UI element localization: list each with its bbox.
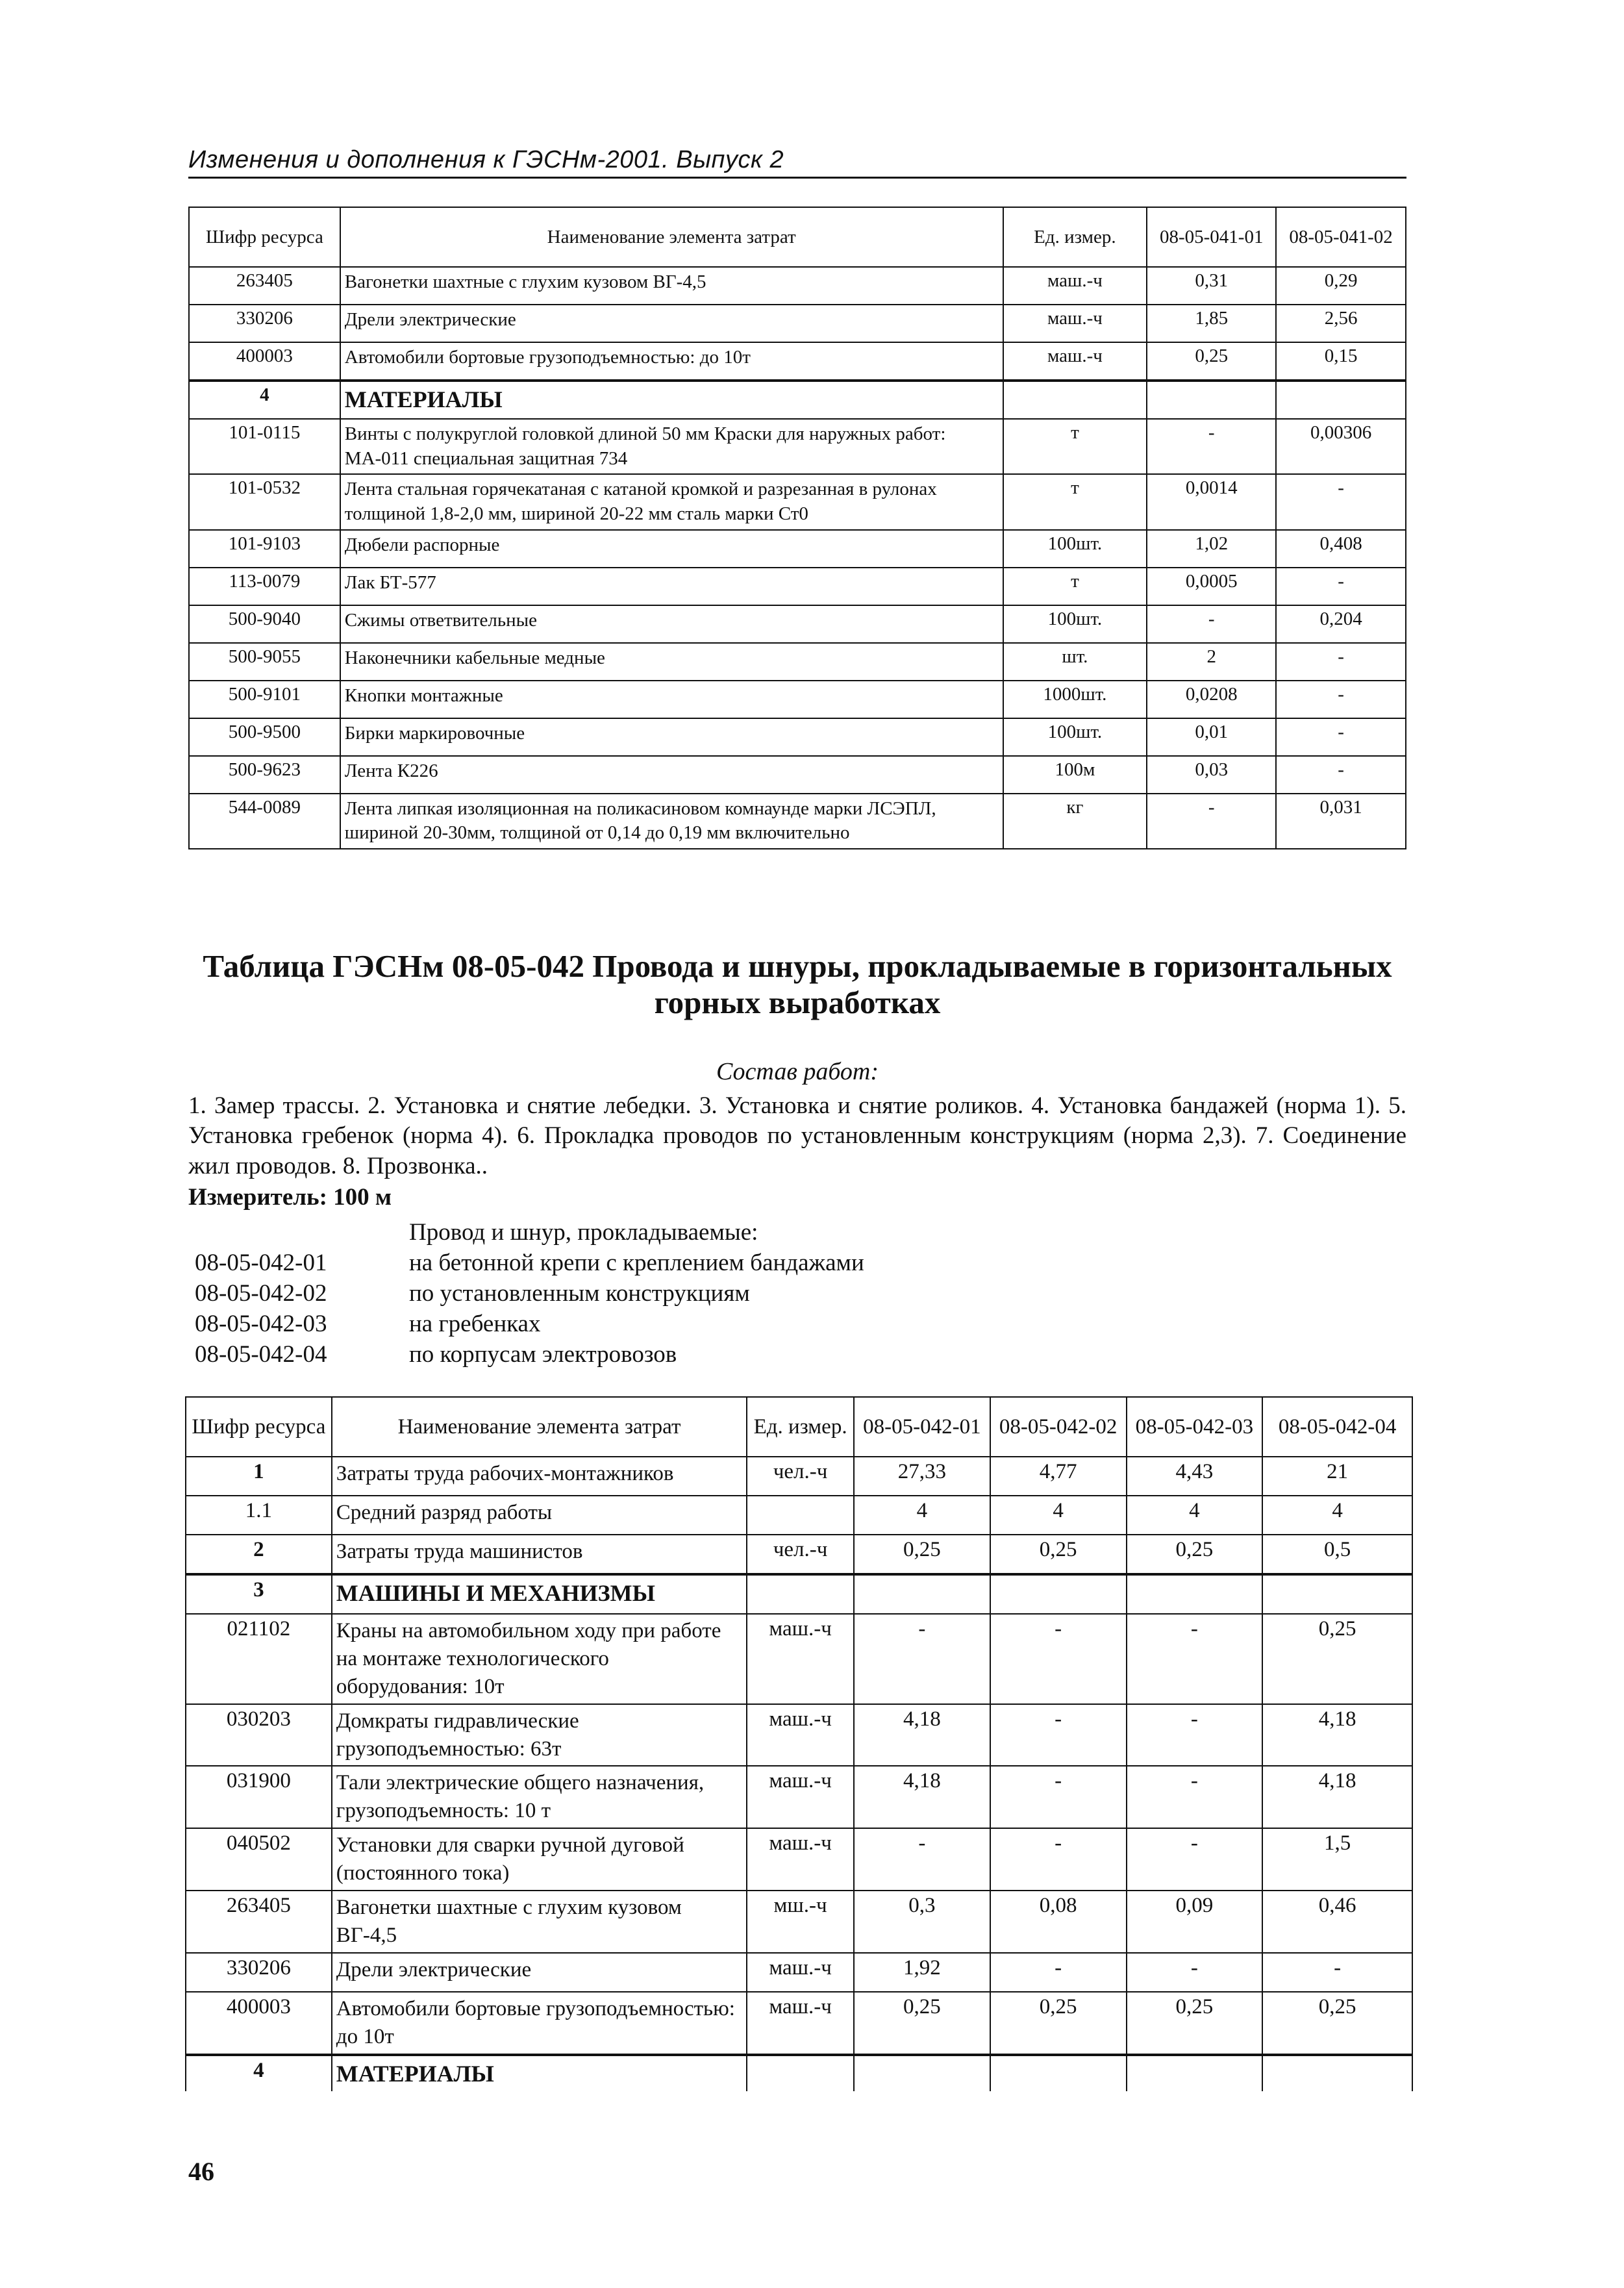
value: 0,25 (990, 1535, 1127, 1574)
resource-code: 030203 (186, 1704, 332, 1766)
variant-text: по установленным конструкциям (409, 1279, 750, 1307)
table-row (186, 1496, 1412, 1535)
value: 0,0005 (1147, 568, 1276, 605)
value: 4,18 (1262, 1766, 1412, 1828)
resource-code: 2 (186, 1535, 332, 1574)
value (1127, 2055, 1263, 2092)
value: 4,43 (1127, 1457, 1263, 1496)
value: - (1276, 718, 1406, 756)
table-row (189, 305, 1406, 342)
resources-table-041 (188, 207, 1406, 849)
resource-name: Вагонетки шахтные с глухим кузовом ВГ-4,5 (332, 1891, 747, 1953)
unit: 100шт. (1003, 605, 1147, 643)
value: 2,56 (1276, 305, 1406, 342)
table-row (189, 718, 1406, 756)
resource-name: Лента стальная горячекатаная с катаной кромкой и разрезанная в рулонах толщиной 1,8-2,0 мм, шириной 20-22 мм сталь марки Ст0 (340, 474, 1003, 529)
unit: 100м (1003, 756, 1147, 794)
variants-heading: Провод и шнур, прокладываемые: (409, 1219, 758, 1246)
resource-name: Винты с полукруглой головкой длиной 50 мм Краски для наружных работ: МА-011 специальная защитная 734 (340, 419, 1003, 474)
unit: маш.-ч (747, 1614, 854, 1704)
resource-code: 1.1 (186, 1496, 332, 1535)
unit: маш.-ч (747, 1766, 854, 1828)
unit: маш.-ч (1003, 342, 1147, 381)
value (990, 2055, 1127, 2092)
table-row (186, 1574, 1412, 1614)
table-row (186, 1457, 1412, 1496)
column-header: Шифр ресурса (186, 1397, 332, 1457)
resource-code: 101-9103 (189, 530, 340, 568)
column-header: 08-05-042-02 (990, 1397, 1127, 1457)
value: 1,02 (1147, 530, 1276, 568)
unit: т (1003, 568, 1147, 605)
variant-text: на бетонной крепи с креплением бандажами (409, 1249, 864, 1276)
value: - (1127, 1828, 1263, 1891)
resource-code: 1 (186, 1457, 332, 1496)
table-row (189, 267, 1406, 305)
resource-name: Установки для сварки ручной дуговой (постоянного тока) (332, 1828, 747, 1891)
value: 0,31 (1147, 267, 1276, 305)
value: - (1276, 643, 1406, 681)
value: 0,46 (1262, 1891, 1412, 1953)
value: - (990, 1828, 1127, 1891)
value: 0,031 (1276, 794, 1406, 849)
value: 0,25 (1127, 1535, 1263, 1574)
column-header: 08-05-042-04 (1262, 1397, 1412, 1457)
variant-row (195, 1279, 864, 1309)
resource-name: Лак БТ-577 (340, 568, 1003, 605)
value: 1,92 (854, 1953, 990, 1992)
resource-code: 4 (186, 2055, 332, 2092)
table-row (189, 381, 1406, 419)
value: - (1147, 605, 1276, 643)
table-row (186, 1704, 1412, 1766)
value: - (1127, 1766, 1263, 1828)
resource-name: Средний разряд работы (332, 1496, 747, 1535)
value: 4 (1127, 1496, 1263, 1535)
value: 4,18 (854, 1704, 990, 1766)
unit: 1000шт. (1003, 681, 1147, 718)
value: 27,33 (854, 1457, 990, 1496)
value: 0,25 (1262, 1992, 1412, 2055)
measurer: Измеритель: 100 м (188, 1184, 392, 1211)
resource-name: Кнопки монтажные (340, 681, 1003, 718)
value: - (854, 1828, 990, 1891)
column-header: Ед. измер. (747, 1397, 854, 1457)
table-row (189, 756, 1406, 794)
resource-code: 263405 (189, 267, 340, 305)
unit: чел.-ч (747, 1457, 854, 1496)
value: - (1276, 681, 1406, 718)
unit: мш.-ч (747, 1891, 854, 1953)
value: 0,00306 (1276, 419, 1406, 474)
column-header: Наименование элемента затрат (340, 207, 1003, 267)
resource-name: Вагонетки шахтные с глухим кузовом ВГ-4,5 (340, 267, 1003, 305)
value: - (990, 1953, 1127, 1992)
resource-name: Дрели электрические (332, 1953, 747, 1992)
variant-code: 08-05-042-04 (195, 1340, 327, 1368)
unit (747, 1496, 854, 1535)
resource-code: 500-9055 (189, 643, 340, 681)
column-header: 08-05-042-01 (854, 1397, 990, 1457)
value: - (1276, 756, 1406, 794)
table-row (189, 568, 1406, 605)
resource-code: 400003 (189, 342, 340, 381)
value: - (990, 1704, 1127, 1766)
variant-code: 08-05-042-03 (195, 1310, 327, 1337)
resource-code: 3 (186, 1574, 332, 1614)
unit: маш.-ч (747, 1828, 854, 1891)
value: - (854, 1614, 990, 1704)
variant-text: по корпусам электровозов (409, 1340, 677, 1368)
unit: шт. (1003, 643, 1147, 681)
resource-code: 330206 (189, 305, 340, 342)
resource-name: Автомобили бортовые грузоподъемностью: до 10т (332, 1992, 747, 2055)
value: 4 (990, 1496, 1127, 1535)
column-header: Наименование элемента затрат (332, 1397, 747, 1457)
resource-name: МАШИНЫ И МЕХАНИЗМЫ (332, 1574, 747, 1614)
table-title-line: горных выработках (654, 985, 941, 1021)
unit: 100шт. (1003, 530, 1147, 568)
value: 4,18 (1262, 1704, 1412, 1766)
value: 0,25 (854, 1535, 990, 1574)
resource-code: 330206 (186, 1953, 332, 1992)
resource-code: 500-9101 (189, 681, 340, 718)
value: 0,01 (1147, 718, 1276, 756)
resource-code: 263405 (186, 1891, 332, 1953)
value: 0,25 (1147, 342, 1276, 381)
value: 4,18 (854, 1766, 990, 1828)
unit: маш.-ч (747, 1953, 854, 1992)
variant-row (195, 1309, 864, 1340)
value: 0,29 (1276, 267, 1406, 305)
table-row (186, 1992, 1412, 2055)
value: 0,09 (1127, 1891, 1263, 1953)
value (1147, 381, 1276, 419)
resources-table-042 (185, 1396, 1413, 2091)
page-number: 46 (188, 2157, 214, 2186)
table-row (189, 605, 1406, 643)
variant-row (195, 1340, 864, 1370)
table-row (189, 342, 1406, 381)
resource-name: Автомобили бортовые грузоподъемностью: до 10т (340, 342, 1003, 381)
unit (747, 1574, 854, 1614)
value: 4 (854, 1496, 990, 1535)
resource-name: Домкраты гидравлические грузоподъемностью: 63т (332, 1704, 747, 1766)
variant-row (195, 1248, 864, 1279)
value: 0,3 (854, 1891, 990, 1953)
value: - (1147, 794, 1276, 849)
value: 2 (1147, 643, 1276, 681)
value: 4 (1262, 1496, 1412, 1535)
resource-code: 400003 (186, 1992, 332, 2055)
value: 0,5 (1262, 1535, 1412, 1574)
resource-name: Дюбели распорные (340, 530, 1003, 568)
value (990, 1574, 1127, 1614)
value: 0,25 (854, 1992, 990, 2055)
value: - (990, 1614, 1127, 1704)
resource-name: Бирки маркировочные (340, 718, 1003, 756)
column-header: 08-05-041-01 (1147, 207, 1276, 267)
unit: т (1003, 419, 1147, 474)
value: 0,25 (1127, 1992, 1263, 2055)
value: - (1276, 568, 1406, 605)
table-row (186, 1614, 1412, 1704)
value: - (1127, 1614, 1263, 1704)
value (854, 2055, 990, 2092)
value (1276, 381, 1406, 419)
resource-name: Лента липкая изоляционная на поликасиновом комнаунде марки ЛСЭПЛ, шириной 20-30мм, толщиной от 0,14 до 0,19 мм включительно (340, 794, 1003, 849)
value (854, 1574, 990, 1614)
resource-name: МАТЕРИАЛЫ (332, 2055, 747, 2092)
unit: маш.-ч (747, 1992, 854, 2055)
column-header: 08-05-042-03 (1127, 1397, 1263, 1457)
resource-code: 4 (189, 381, 340, 419)
unit: чел.-ч (747, 1535, 854, 1574)
column-header: 08-05-041-02 (1276, 207, 1406, 267)
resource-code: 101-0115 (189, 419, 340, 474)
value: 0,03 (1147, 756, 1276, 794)
value (1262, 1574, 1412, 1614)
value (1262, 2055, 1412, 2092)
unit: кг (1003, 794, 1147, 849)
value: 0,408 (1276, 530, 1406, 568)
table-title-line: Таблица ГЭСНм 08-05-042 Провода и шнуры, прокладываемые в горизонтальных (203, 948, 1392, 984)
table-row (186, 1766, 1412, 1828)
table-row (186, 2055, 1412, 2092)
value (1127, 1574, 1263, 1614)
table-row (189, 643, 1406, 681)
table-row (186, 1953, 1412, 1992)
table-row (189, 474, 1406, 529)
resource-code: 544-0089 (189, 794, 340, 849)
value: - (1127, 1704, 1263, 1766)
table-row (186, 1891, 1412, 1953)
resource-name: Тали электрические общего назначения, грузоподъемность: 10 т (332, 1766, 747, 1828)
resource-code: 021102 (186, 1614, 332, 1704)
table-row (189, 681, 1406, 718)
unit (1003, 381, 1147, 419)
value: 1,85 (1147, 305, 1276, 342)
resource-name: Дрели электрические (340, 305, 1003, 342)
unit: т (1003, 474, 1147, 529)
resource-code: 500-9040 (189, 605, 340, 643)
table-header-row (189, 207, 1406, 267)
variants-list (195, 1218, 864, 1370)
table-row (189, 419, 1406, 474)
value: 0,0014 (1147, 474, 1276, 529)
value: 0,15 (1276, 342, 1406, 381)
value: 0,204 (1276, 605, 1406, 643)
table-row (186, 1535, 1412, 1574)
resource-code: 031900 (186, 1766, 332, 1828)
variant-code: 08-05-042-02 (195, 1279, 327, 1307)
header-rule (188, 177, 1406, 179)
variants-heading-row (195, 1218, 864, 1248)
value: 1,5 (1262, 1828, 1412, 1891)
value: 0,08 (990, 1891, 1127, 1953)
resource-name: Лента К226 (340, 756, 1003, 794)
resource-code: 500-9500 (189, 718, 340, 756)
table-title (188, 948, 1406, 1022)
table-row (189, 530, 1406, 568)
column-header: Шифр ресурса (189, 207, 340, 267)
resource-code: 101-0532 (189, 474, 340, 529)
table-header-row (186, 1397, 1412, 1457)
unit: маш.-ч (1003, 267, 1147, 305)
resource-name: Наконечники кабельные медные (340, 643, 1003, 681)
unit (747, 2055, 854, 2092)
table-row (189, 794, 1406, 849)
table-row (186, 1828, 1412, 1891)
resource-name: Затраты труда рабочих-монтажников (332, 1457, 747, 1496)
value: - (1276, 474, 1406, 529)
value: - (1127, 1953, 1263, 1992)
variant-code: 08-05-042-01 (195, 1249, 327, 1276)
unit: маш.-ч (747, 1704, 854, 1766)
value: - (1147, 419, 1276, 474)
value: 0,25 (990, 1992, 1127, 2055)
resource-code: 040502 (186, 1828, 332, 1891)
resource-code: 500-9623 (189, 756, 340, 794)
value: 0,25 (1262, 1614, 1412, 1704)
value: 4,77 (990, 1457, 1127, 1496)
resource-name: Краны на автомобильном ходу при работе на монтаже технологического оборудования: 10т (332, 1614, 747, 1704)
composition-title: Состав работ: (716, 1058, 879, 1085)
column-header: Ед. измер. (1003, 207, 1147, 267)
resource-name: Затраты труда машинистов (332, 1535, 747, 1574)
value: - (990, 1766, 1127, 1828)
resource-code: 113-0079 (189, 568, 340, 605)
value: 21 (1262, 1457, 1412, 1496)
resource-name: Сжимы ответвительные (340, 605, 1003, 643)
unit: маш.-ч (1003, 305, 1147, 342)
composition-text: 1. Замер трассы. 2. Установка и снятие лебедки. 3. Установка и снятие роликов. 4. Установка бандажей (норма 1). 5. Установка гребенок (норма 4). 6. Прокладка проводов по установленным конструкциям (норма 2,3). 7. Соединение жил проводов. 8. Прозвонка.. (188, 1092, 1406, 1179)
unit: 100шт. (1003, 718, 1147, 756)
running-header: Изменения и дополнения к ГЭСНм-2001. Выпуск 2 (188, 146, 784, 173)
resource-name: МАТЕРИАЛЫ (340, 381, 1003, 419)
value: - (1262, 1953, 1412, 1992)
value: 0,0208 (1147, 681, 1276, 718)
variant-text: на гребенках (409, 1310, 541, 1337)
